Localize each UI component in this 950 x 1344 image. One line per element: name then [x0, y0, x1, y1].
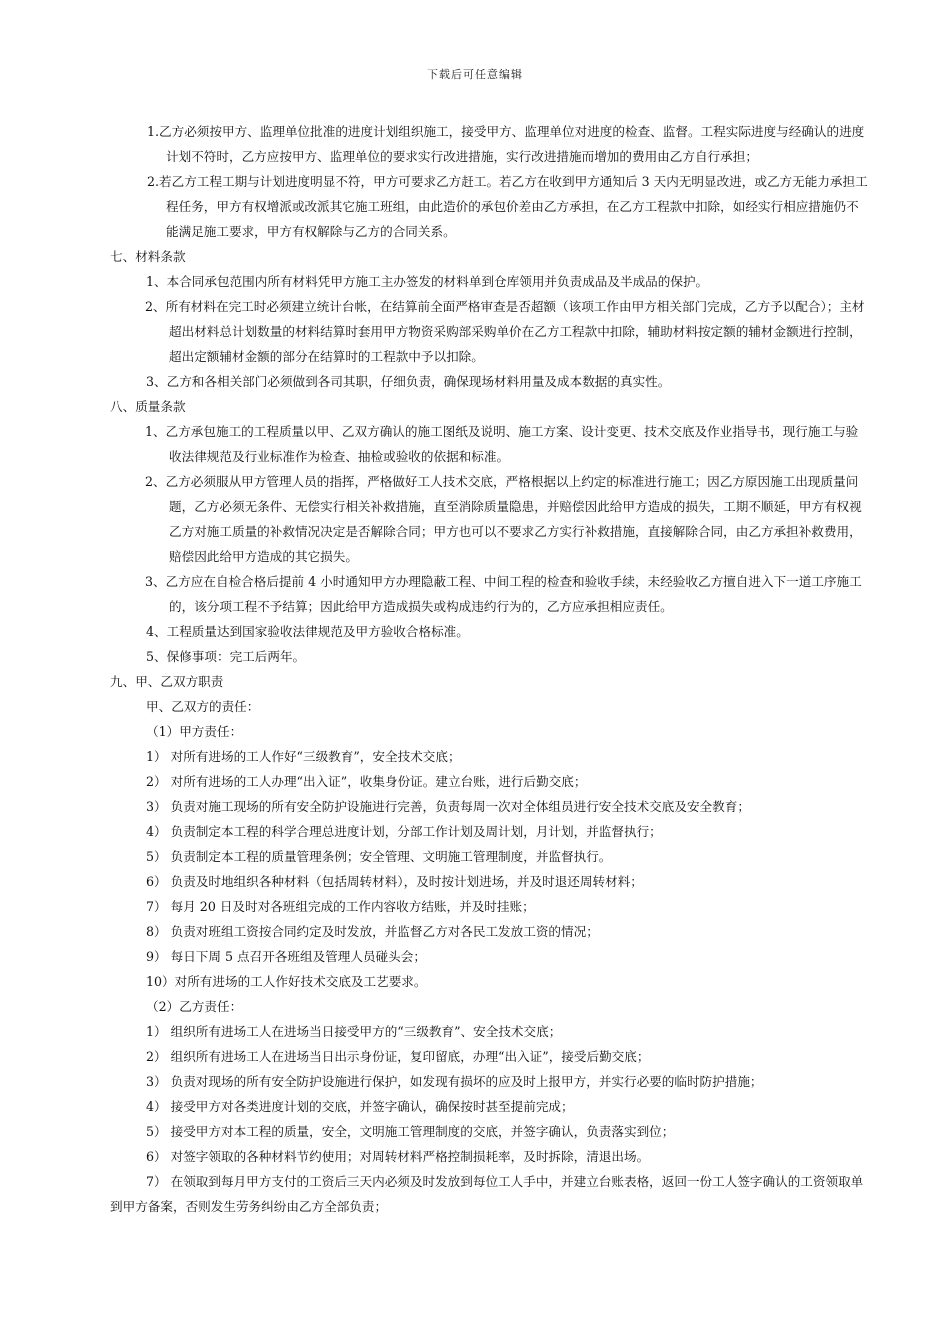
- paragraph: （1）甲方责任：: [146, 724, 243, 739]
- paragraph: 九、甲、乙双方职责: [110, 674, 224, 689]
- paragraph: 2、所有材料在完工时必须建立统计台帐，在结算前全面严格审查是否超额（该项工作由甲方相关部门完成，乙方予以配合）；主材超出材料总计划数量的材料结算时套用甲方物资采购部采购单价在乙方工程款中扣除，辅助材料按定额的辅材金额进行控制，超出定额辅材金额的部分在结算时的工程款中予以扣除。: [145, 299, 865, 364]
- paragraph: 9） 每日下周 5 点召开各班组及管理人员碰头会；: [146, 949, 426, 964]
- paragraph: 3、乙方应在自检合格后提前 4 小时通知甲方办理隐蔽工程、中间工程的检查和验收手续，未经验收乙方擅自进入下一道工序施工的，该分项工程不予结算；因此给甲方造成损失或构成违约行为的，乙方应承担相应责任。: [145, 574, 862, 614]
- paragraph: （2）乙方责任：: [146, 999, 243, 1014]
- paragraph: 2） 对所有进场的工人办理“出入证”，收集身份证。建立台账，进行后勤交底；: [146, 774, 587, 789]
- paragraph: 1、本合同承包范围内所有材料凭甲方施工主办签发的材料单到仓库领用并负责成品及半成品的保护。: [146, 274, 709, 289]
- document-body: [110, 119, 870, 1219]
- paragraph: 10）对所有进场的工人作好技术交底及工艺要求。: [146, 974, 427, 989]
- paragraph: 7） 在领取到每月甲方支付的工资后三天内必须及时发放到每位工人手中，并建立台账表格，返回一份工人签字确认的工资领取单到甲方备案，否则发生劳务纠纷由乙方全部负责；: [110, 1174, 864, 1214]
- paragraph: 1） 组织所有进场工人在进场当日接受甲方的“三级教育”、安全技术交底；: [146, 1024, 562, 1039]
- paragraph: 3） 负责对现场的所有安全防护设施进行保护，如发现有损坏的应及时上报甲方，并实行必要的临时防护措施；: [146, 1074, 763, 1089]
- paragraph: 4） 接受甲方对各类进度计划的交底，并签字确认，确保按时甚至提前完成；: [146, 1099, 574, 1114]
- paragraph: 8） 负责对班组工资按合同约定及时发放，并监督乙方对各民工发放工资的情况；: [146, 924, 599, 939]
- paragraph: 七、材料条款: [110, 249, 186, 264]
- paragraph: 6） 负责及时地组织各种材料（包括周转材料），及时按计划进场，并及时退还周转材料；: [146, 874, 643, 889]
- paragraph: 八、质量条款: [110, 399, 186, 414]
- paragraph: 5） 负责制定本工程的质量管理条例；安全管理、文明施工管理制度，并监督执行。: [146, 849, 612, 864]
- page-header: 下载后可任意编辑: [427, 68, 523, 81]
- paragraph: 3、乙方和各相关部门必须做到各司其职，仔细负责，确保现场材料用量及成本数据的真实性。: [146, 374, 671, 389]
- paragraph: 4） 负责制定本工程的科学合理总进度计划，分部工作计划及周计划，月计划，并监督执行；: [146, 824, 662, 839]
- paragraph: 1.乙方必须按甲方、监理单位批准的进度计划组织施工，接受甲方、监理单位对进度的检查、监督。工程实际进度与经确认的进度计划不符时，乙方应按甲方、监理单位的要求实行改进措施，实行改进措施而增加的费用由乙方自行承担；: [147, 124, 865, 164]
- paragraph: 6） 对签字领取的各种材料节约使用；对周转材料严格控制损耗率，及时拆除，清退出场。: [146, 1149, 650, 1164]
- paragraph: 7） 每月 20 日及时对各班组完成的工作内容收方结账，并及时挂账；: [146, 899, 535, 914]
- paragraph: 1） 对所有进场的工人作好“三级教育”，安全技术交底；: [146, 749, 461, 764]
- paragraph: 2） 组织所有进场工人在进场当日出示身份证，复印留底，办理“出入证”，接受后勤交底；: [146, 1049, 650, 1064]
- paragraph: 甲、乙双方的责任：: [146, 699, 260, 714]
- paragraph: 2.若乙方工程工期与计划进度明显不符，甲方可要求乙方赶工。若乙方在收到甲方通知后 3 天内无明显改进，或乙方无能力承担工程任务，甲方有权增派或改派其它施工班组，由此造价的承包价差由乙方承担，在乙方工程款中扣除，如经实行相应措施仍不能满足施工要求，甲方有权解除与乙方的合同关系。: [147, 174, 868, 239]
- paragraph: 5、保修事项：完工后两年。: [146, 649, 306, 664]
- paragraph: 2、乙方必须服从甲方管理人员的指挥，严格做好工人技术交底，严格根据以上约定的标准进行施工；因乙方原因施工出现质量问题，乙方必须无条件、无偿实行相关补救措施，直至消除质量隐患，并赔偿因此给甲方造成的损失，工期不顺延，甲方有权视乙方对施工质量的补救情况决定是否解除合同；甲方也可以不要求乙方实行补救措施，直接解除合同，由乙方承担补救费用，赔偿因此给甲方造成的其它损失。: [145, 474, 862, 564]
- paragraph: 3） 负责对施工现场的所有安全防护设施进行完善，负责每周一次对全体组员进行安全技术交底及安全教育；: [146, 799, 750, 814]
- paragraph: 1、乙方承包施工的工程质量以甲、乙双方确认的施工图纸及说明、施工方案、设计变更、技术交底及作业指导书，现行施工与验收法律规范及行业标准作为检查、抽检或验收的依据和标准。: [145, 424, 859, 464]
- paragraph: 5） 接受甲方对本工程的质量，安全，文明施工管理制度的交底，并签字确认，负责落实到位；: [146, 1124, 675, 1139]
- paragraph: 4、工程质量达到国家验收法律规范及甲方验收合格标准。: [146, 624, 469, 639]
